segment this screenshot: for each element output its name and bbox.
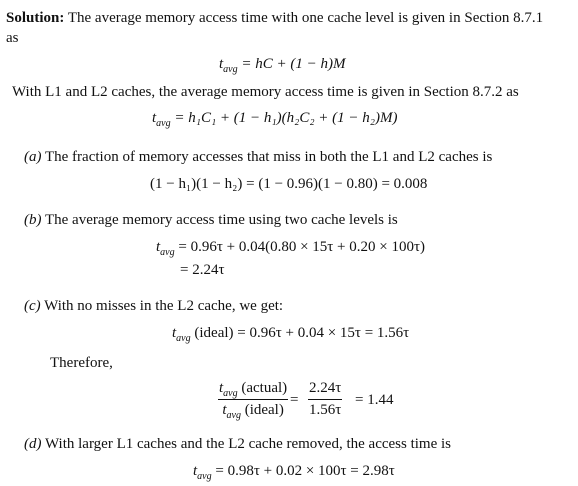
part-c-text [24,298,283,315]
part-d-description: With larger L1 caches and the L2 cache removed, the access time is [44,436,452,452]
part-d-label: (d) [24,436,42,452]
avg-subscript: avg [197,471,212,482]
part-b-text [24,212,398,229]
ratio-left-denominator [218,400,288,419]
equation-two-cache [152,110,398,127]
part-d-equation [193,463,395,480]
ratio-left-fraction [218,380,288,419]
part-b-equation-line2: = 2.24τ [180,262,225,278]
t-symbol: t [219,56,224,72]
solution-label: Solution: [6,10,65,26]
ideal-tag: (ideal) [244,402,284,418]
ratio-result: = 1.44 [355,392,394,408]
equation-single-cache-rhs: = hC + (1 − h)M [241,56,346,72]
t-symbol: t [172,325,177,341]
part-b-description: The average memory access time using two cache levels is [44,212,398,228]
intro-text-line1: The average memory access time with one cache level is given in Section 8.7.1 [67,10,544,26]
part-a-label: (a) [24,149,42,165]
avg-subscript: avg [223,388,238,399]
part-c-equation [172,325,409,342]
ratio-right-fraction [308,380,342,419]
part-c-equation-rhs: = 0.96τ + 0.04 × 15τ = 1.56τ [237,325,410,341]
t-symbol: t [152,110,157,126]
intro-text-line2: as [6,30,19,46]
actual-tag: (actual) [241,380,288,396]
l2-intro-text: With L1 and L2 caches, the average memory access time is given in Section 8.7.2 as [12,84,519,100]
t-symbol: t [193,463,198,479]
part-d-text [24,436,451,453]
equation-two-cache-rhs: = h₁C₁ + (1 − h₁)(h₂C₂ + (1 − h₂)M) [174,110,398,126]
avg-subscript: avg [160,247,175,258]
part-a-description: The fraction of memory accesses that miss in both the L1 and L2 caches is [44,149,493,165]
avg-subscript: avg [223,64,238,75]
t-symbol: t [156,239,161,255]
part-a-equation: (1 − h₁)(1 − h₂) = (1 − 0.96)(1 − 0.80) = 0.008 [150,176,428,192]
part-d-equation-rhs: = 0.98τ + 0.02 × 100τ = 2.98τ [215,463,395,479]
ratio-equals: = [290,392,299,408]
therefore-text: Therefore, [50,355,113,371]
part-b-equation-line1 [156,239,425,256]
part-b-equation-rhs1: = 0.96τ + 0.04(0.80 × 15τ + 0.20 × 100τ) [178,239,425,255]
part-a-text [24,149,492,166]
avg-subscript: avg [176,333,191,344]
part-c-label: (c) [24,298,41,314]
equation-single-cache [219,56,345,73]
ratio-right-denominator: 1.56τ [309,402,342,418]
ratio-right-numerator: 2.24τ [309,380,342,396]
ratio-left-numerator [218,380,288,399]
t-symbol: t [222,402,227,418]
t-symbol: t [219,380,224,396]
avg-subscript: avg [226,410,241,421]
part-b-label: (b) [24,212,42,228]
avg-subscript: avg [156,118,171,129]
part-c-description: With no misses in the L2 cache, we get: [44,298,284,314]
ideal-tag: (ideal) [194,325,234,341]
intro-paragraph [6,10,543,27]
